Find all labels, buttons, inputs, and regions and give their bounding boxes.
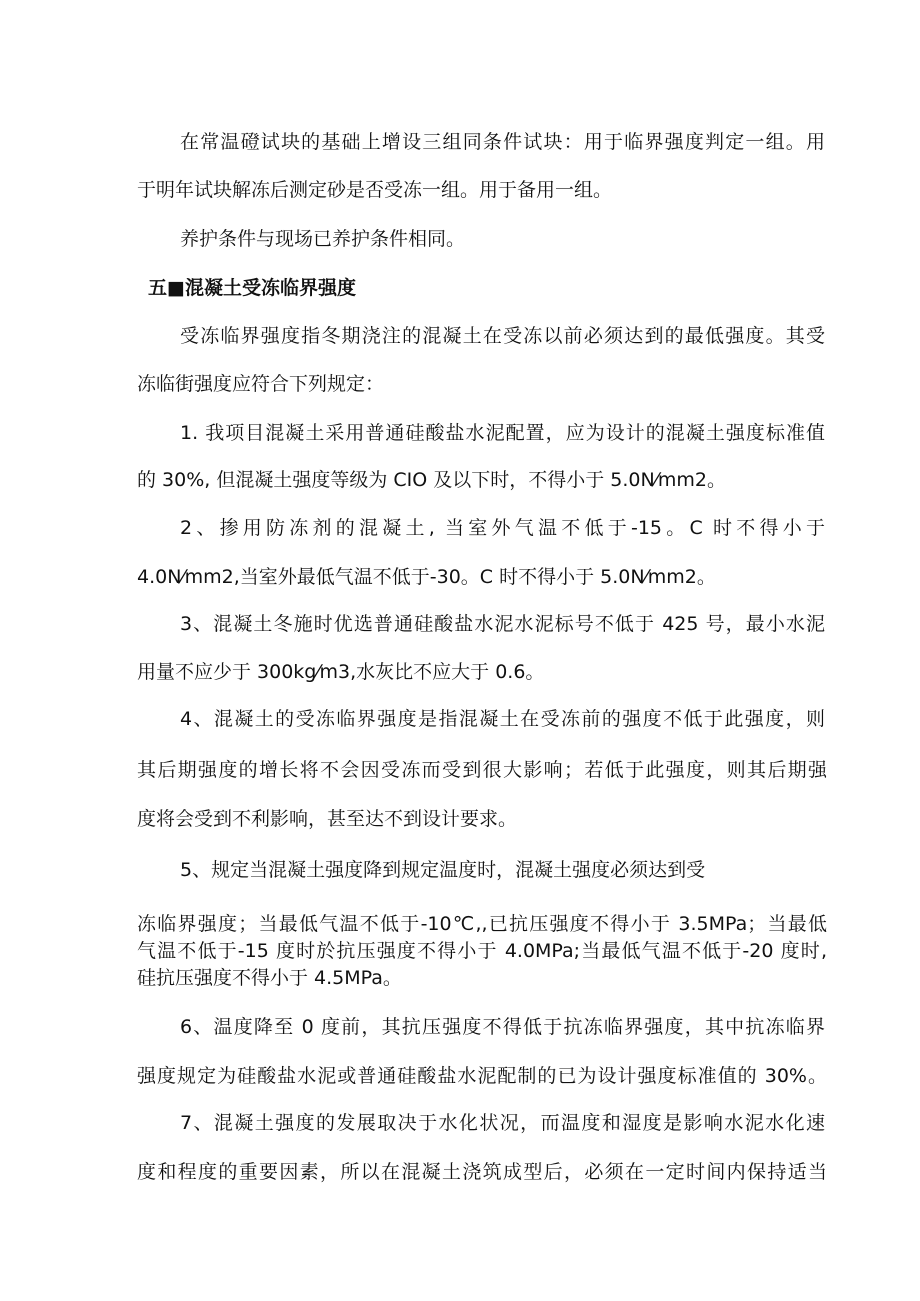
- paragraph-line: 冻临界强度；当最低气温不低于-10℃,,已抗压强度不得小于 3.5MPa；当最低: [137, 913, 827, 935]
- paragraph-line: 受冻临界强度指冬期浇注的混凝土在受冻以前必须达到的最低强度。其受: [180, 325, 825, 347]
- paragraph-line: 1. 我项目混凝土采用普通硅酸盐水泥配置，应为设计的混凝土强度标准值: [180, 422, 825, 444]
- paragraph-line: 硅抗压强度不得小于 4.5MPa。: [137, 967, 402, 989]
- paragraph-line: 2、掺用防冻剂的混凝土, 当室外气温不低于-15。C 时不得小于: [180, 517, 825, 539]
- paragraph-line: 3、混凝土冬施时优选普通硅酸盐水泥水泥标号不低于 425 号，最小水泥: [180, 613, 825, 635]
- paragraph-line: 7、混凝土强度的发展取决于水化状况，而温度和湿度是影响水泥水化速: [180, 1112, 825, 1134]
- paragraph-line: 冻临街强度应符合下列规定：: [137, 373, 385, 395]
- paragraph-line: 养护条件与现场已养护条件相同。: [180, 228, 466, 250]
- paragraph-line: 5、规定当混凝土强度降到规定温度时，混凝土强度必须达到受: [180, 859, 706, 881]
- paragraph-line: 强度规定为硅酸盐水泥或普通硅酸盐水泥配制的已为设计强度标准值的 30%。: [137, 1065, 827, 1087]
- paragraph-line: 4、混凝土的受冻临界强度是指混凝土在受冻前的强度不低于此强度，则: [180, 708, 825, 730]
- paragraph-line: 于明年试块解冻后测定砂是否受冻一组。用于备用一组。: [137, 179, 613, 201]
- paragraph-line: 用量不应少于 300kg⁄m3,水灰比不应大于 0.6。: [137, 661, 545, 683]
- paragraph-line: 的 30%, 但混凝土强度等级为 CIO 及以下时，不得小于 5.0N⁄mm2。: [137, 469, 727, 491]
- paragraph-line: 在常温磴试块的基础上增设三组同条件试块：用于临界强度判定一组。用: [180, 131, 825, 153]
- paragraph-line: 6、温度降至 0 度前，其抗压强度不得低于抗冻临界强度，其中抗冻临界: [180, 1016, 825, 1038]
- paragraph-line: 其后期强度的增长将不会因受冻而受到很大影响；若低于此强度，则其后期强: [137, 759, 827, 781]
- section-heading: 五■混凝土受冻临界强度: [148, 277, 356, 299]
- paragraph-line: 气温不低于-15 度时於抗压强度不得小于 4.0MPa;当最低气温不低于-20 度时,: [137, 940, 827, 962]
- paragraph-line: 4.0N⁄mm2,当室外最低气温不低于-30。C 时不得小于 5.0N⁄mm2。: [137, 566, 716, 588]
- paragraph-line: 度将会受到不利影响，甚至达不到设计要求。: [137, 808, 518, 830]
- paragraph-line: 度和程度的重要因素，所以在混凝土浇筑成型后，必须在一定时间内保持适当: [137, 1161, 827, 1183]
